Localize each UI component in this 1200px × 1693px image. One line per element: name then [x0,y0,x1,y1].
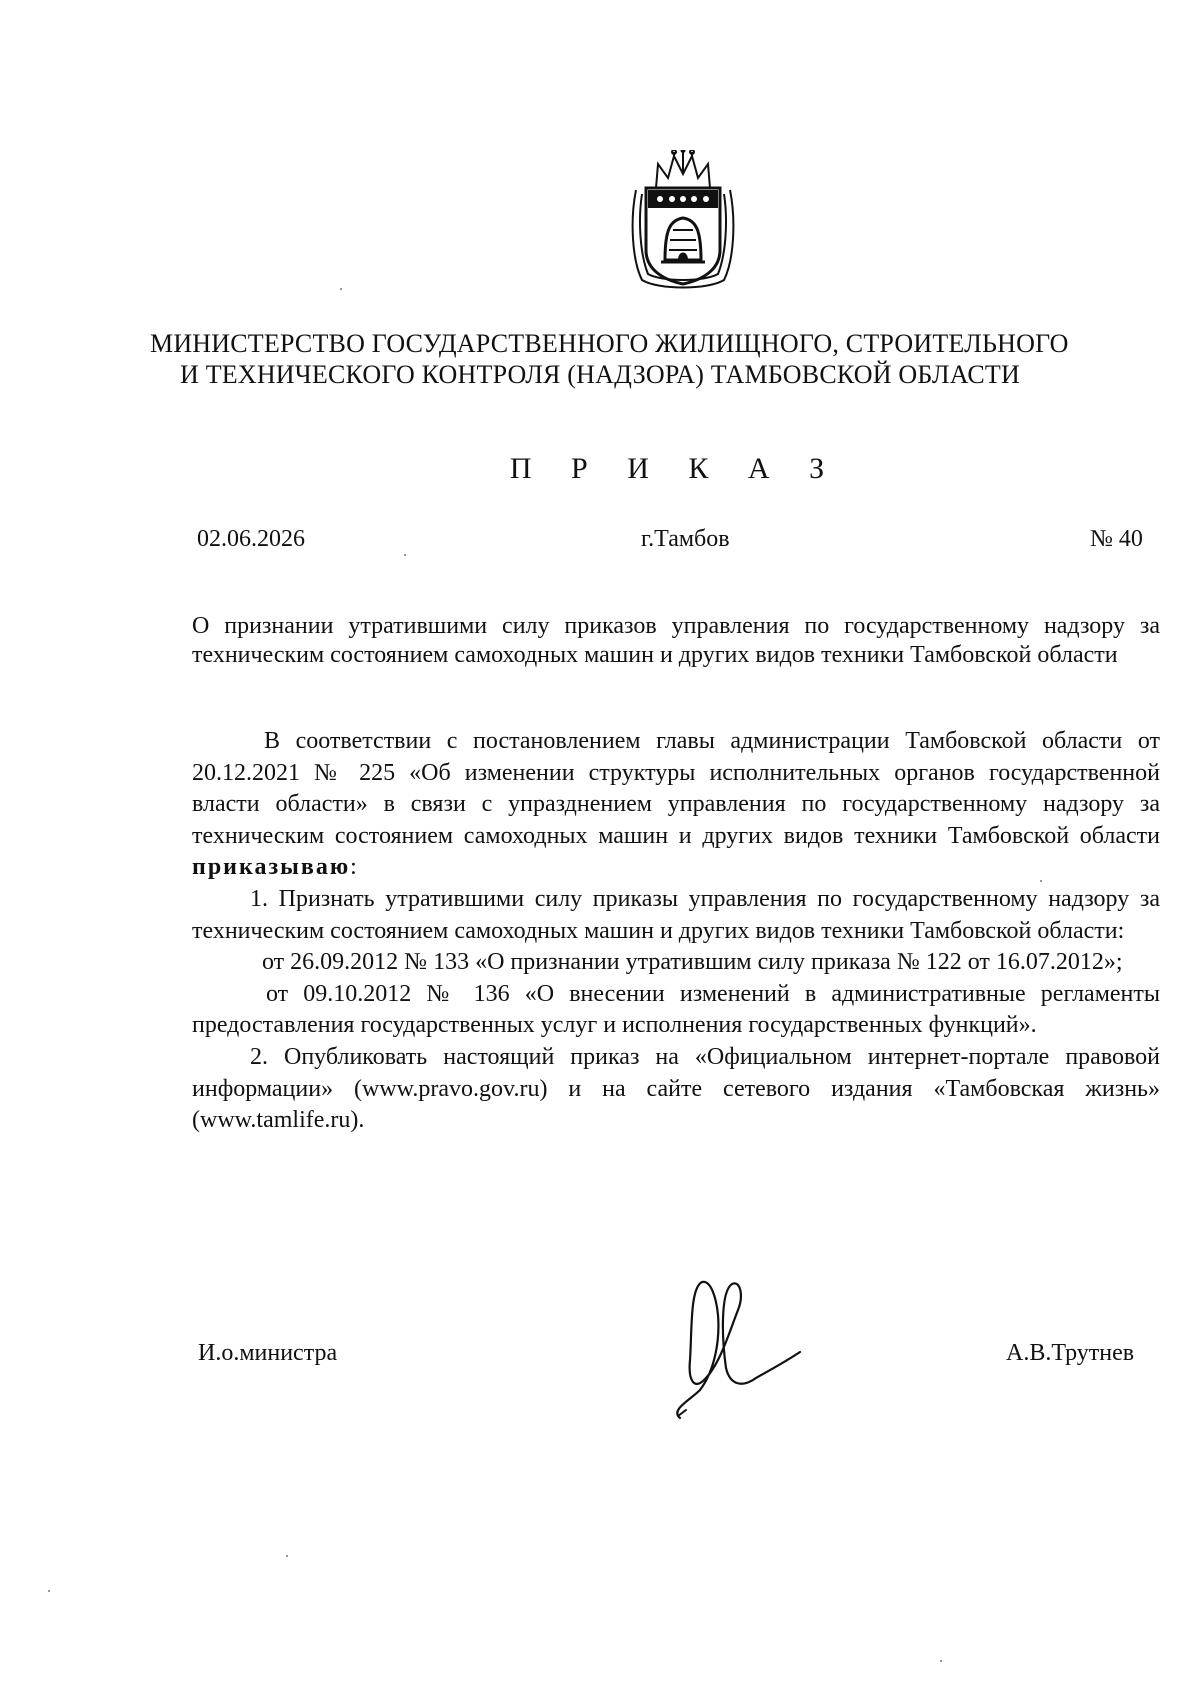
order-colon: : [350,854,357,881]
scan-speck [1040,880,1042,882]
scan-speck [404,554,406,556]
scan-speck [940,1660,942,1662]
document-body [192,726,1160,1137]
scan-speck [286,1555,288,1557]
signer-position: И.о.министра [198,1340,338,1366]
ministry-name [150,328,1069,390]
signer-name: А.В.Трутнев [1006,1340,1135,1366]
document-city: г.Тамбов [641,526,730,552]
document-number: № 40 [1090,526,1143,552]
repealed-order-1: от 26.09.2012 № 133 «О признании утратившим силу приказа № 122 от 16.07.2012»; [262,949,1123,976]
repealed-order-2: от 09.10.2012 № 136 «О внесении изменений в административные регламенты предоставления государственных услуг и исполнения государственных функций». [192,980,1160,1039]
coat-of-arms-icon [628,150,738,295]
order-word: приказываю [192,854,351,881]
document-subject: О признании утратившими силу приказов управления по государственному надзору за техническим состоянием самоходных машин и других видов техники Тамбовской области [192,613,1160,668]
item-1-paragraph: 1. Признать утратившими силу приказы управления по государственному надзору за техническим состоянием самоходных машин и других видов техники Тамбовской области: [192,885,1160,944]
preamble-text: В соответствии с постановлением главы администрации Тамбовской области от 20.12.2021 № 225 «Об изменении структуры исполнительных органов государственной власти области» в связи с упразднением управления по государственному надзору за техническим состоянием самоходных машин и других видов техники Тамбовской области [192,728,1160,849]
scan-speck [48,1590,50,1592]
preamble-paragraph [192,726,1160,884]
item-2-paragraph: 2. Опубликовать настоящий приказ на «Официальном интернет-портале правовой информации» (www.pravo.gov.ru) и на сайте сетевого издания «Тамбовская жизнь» (www.tamlife.ru). [192,1043,1160,1134]
handwritten-signature [660,1270,830,1420]
document-type-title: П Р И К А З [509,452,841,485]
scan-speck [340,288,342,290]
ministry-name-line1: МИНИСТЕРСТВО ГОСУДАРСТВЕННОГО ЖИЛИЩНОГО, СТРОИТЕЛЬНОГО [150,329,1069,358]
document-date: 02.06.2026 [197,526,305,552]
ministry-name-line2: И ТЕХНИЧЕСКОГО КОНТРОЛЯ (НАДЗОРА) ТАМБОВСКОЙ ОБЛАСТИ [180,360,1020,389]
